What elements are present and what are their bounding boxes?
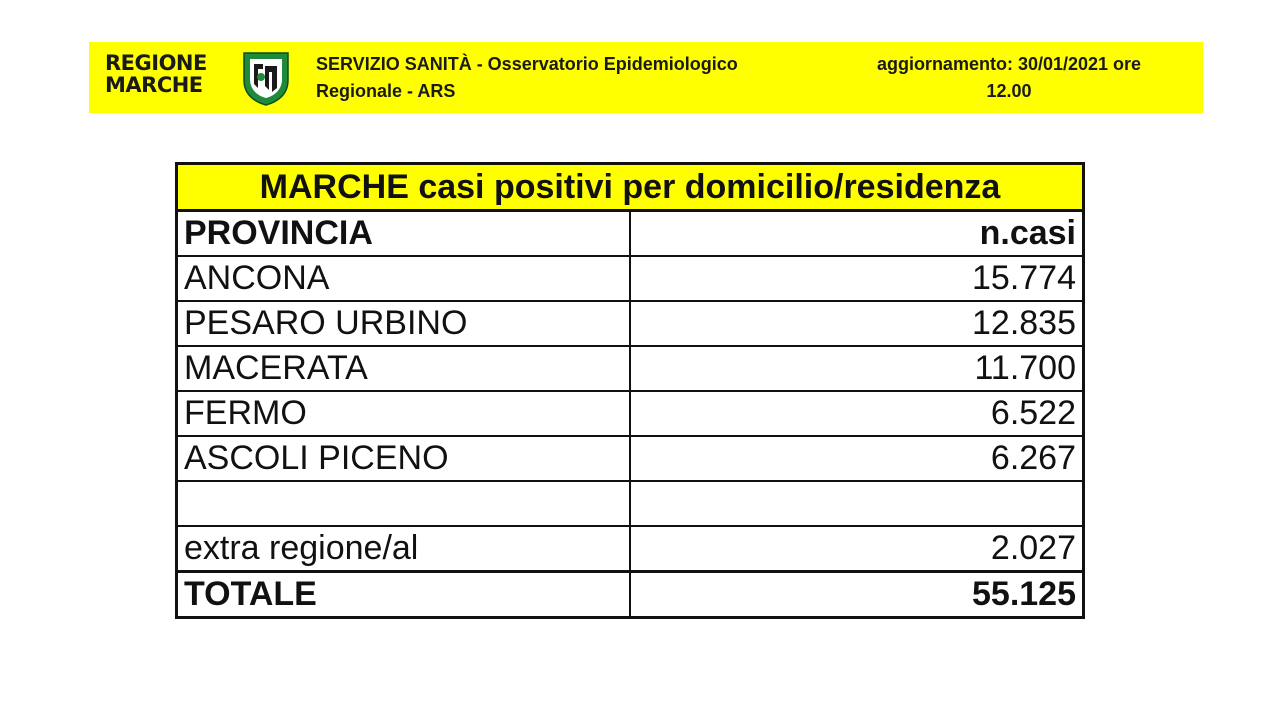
table-title: MARCHE casi positivi per domicilio/residenza [177, 164, 1084, 211]
column-header-casi: n.casi [630, 211, 1084, 257]
case-count: 11.700 [630, 346, 1084, 391]
service-title-line-1: SERVIZIO SANITÀ - Osservatorio Epidemiologico [316, 54, 738, 74]
table-row [177, 391, 1084, 436]
header-band [89, 42, 1203, 113]
province-name: ANCONA [177, 256, 631, 301]
table-row [177, 256, 1084, 301]
province-name [177, 481, 631, 526]
update-timestamp [829, 51, 1189, 105]
table-row [177, 526, 1084, 572]
total-value: 55.125 [630, 572, 1084, 618]
service-title-line-2: Regionale - ARS [316, 81, 456, 101]
table-row [177, 436, 1084, 481]
table-title-row [177, 164, 1084, 211]
case-count: 12.835 [630, 301, 1084, 346]
logo-line-2: MARCHE [105, 73, 203, 97]
case-count: 2.027 [630, 526, 1084, 572]
service-title [316, 51, 796, 105]
case-count: 15.774 [630, 256, 1084, 301]
update-line-1: aggiornamento: 30/01/2021 ore [876, 54, 1142, 74]
province-name: PESARO URBINO [177, 301, 631, 346]
logo-wordmark [105, 52, 207, 96]
table-row [177, 301, 1084, 346]
case-count: 6.267 [630, 436, 1084, 481]
province-name: ASCOLI PICENO [177, 436, 631, 481]
logo-line-1: REGIONE [105, 51, 207, 75]
regione-marche-logo [105, 50, 291, 106]
table-row-empty [177, 481, 1084, 526]
province-name: FERMO [177, 391, 631, 436]
regional-emblem-icon [241, 50, 291, 106]
column-header-provincia: PROVINCIA [177, 211, 631, 257]
table-header-row [177, 211, 1084, 257]
table-row [177, 346, 1084, 391]
update-line-2: 12.00 [986, 81, 1032, 101]
total-label: TOTALE [177, 572, 631, 618]
case-count: 6.522 [630, 391, 1084, 436]
province-name: extra regione/al [177, 526, 631, 572]
province-name: MACERATA [177, 346, 631, 391]
case-count [630, 481, 1084, 526]
cases-by-province-table [175, 162, 1085, 619]
total-row [177, 572, 1084, 618]
